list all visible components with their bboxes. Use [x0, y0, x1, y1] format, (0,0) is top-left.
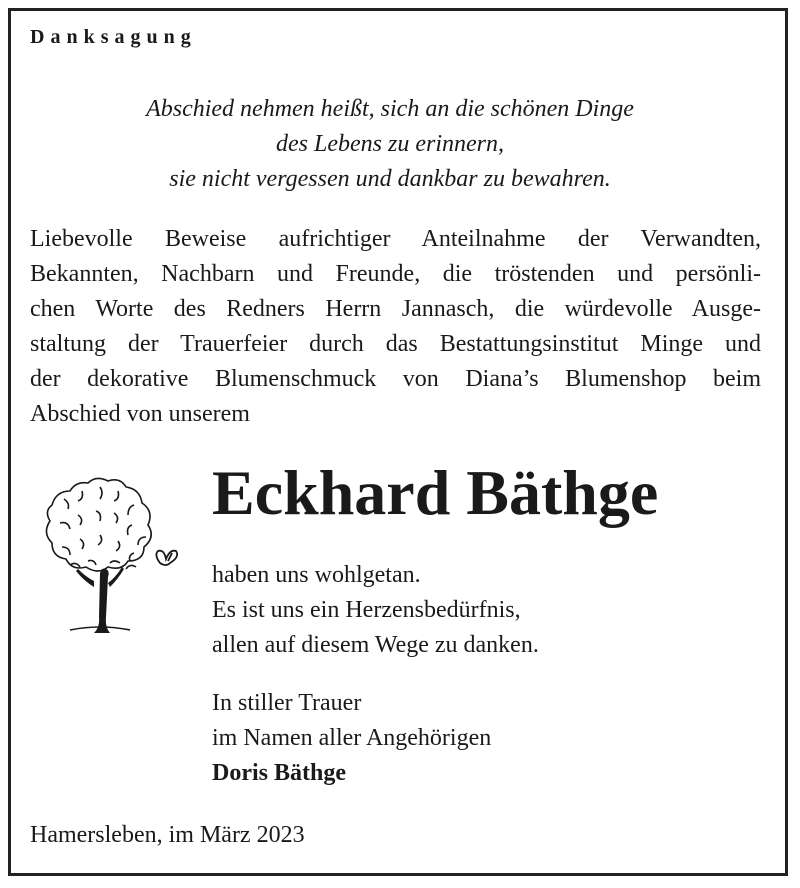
thanks-line: Es ist uns ein Herzensbedürfnis,: [212, 597, 521, 623]
tree-with-butterfly-icon: [30, 465, 190, 635]
verse-line: sie nicht vergessen und dankbar zu bewahren.: [169, 166, 611, 192]
mourning-line: In stiller Trauer: [212, 690, 362, 716]
signer-name: Doris Bäthge: [212, 760, 346, 786]
paragraph-line: Abschied von unserem: [30, 401, 250, 427]
deceased-name: Eckhard Bäthge: [212, 457, 659, 528]
thanks-block: [212, 558, 539, 663]
thanks-paragraph: [30, 222, 761, 432]
thanks-line: haben uns wohlgetan.: [212, 562, 421, 588]
paragraph-line: staltung der Trauerfeier durch das Bestattungsinstitut Minge und: [30, 331, 761, 357]
paragraph-line: chen Worte des Redners Herrn Jannasch, die würdevolle Ausge-: [30, 296, 761, 322]
verse-quote: [30, 92, 750, 197]
place-date: Hamersleben, im März 2023: [30, 822, 305, 848]
verse-line: Abschied nehmen heißt, sich an die schönen Dinge: [146, 96, 634, 122]
mourning-block: [212, 686, 491, 791]
paragraph-line: Liebevolle Beweise aufrichtiger Anteilnahme der Verwandten,: [30, 226, 761, 252]
mourning-line: im Namen aller Angehörigen: [212, 725, 492, 751]
thanks-line: allen auf diesem Wege zu danken.: [212, 632, 539, 658]
paragraph-line: Bekannten, Nachbarn und Freunde, die tröstenden und persönli-: [30, 261, 761, 287]
verse-line: des Lebens zu erinnern,: [276, 131, 504, 157]
paragraph-line: der dekorative Blumenschmuck von Diana’s Blumenshop beim: [30, 366, 761, 392]
notice-heading: Danksagung: [30, 26, 197, 48]
